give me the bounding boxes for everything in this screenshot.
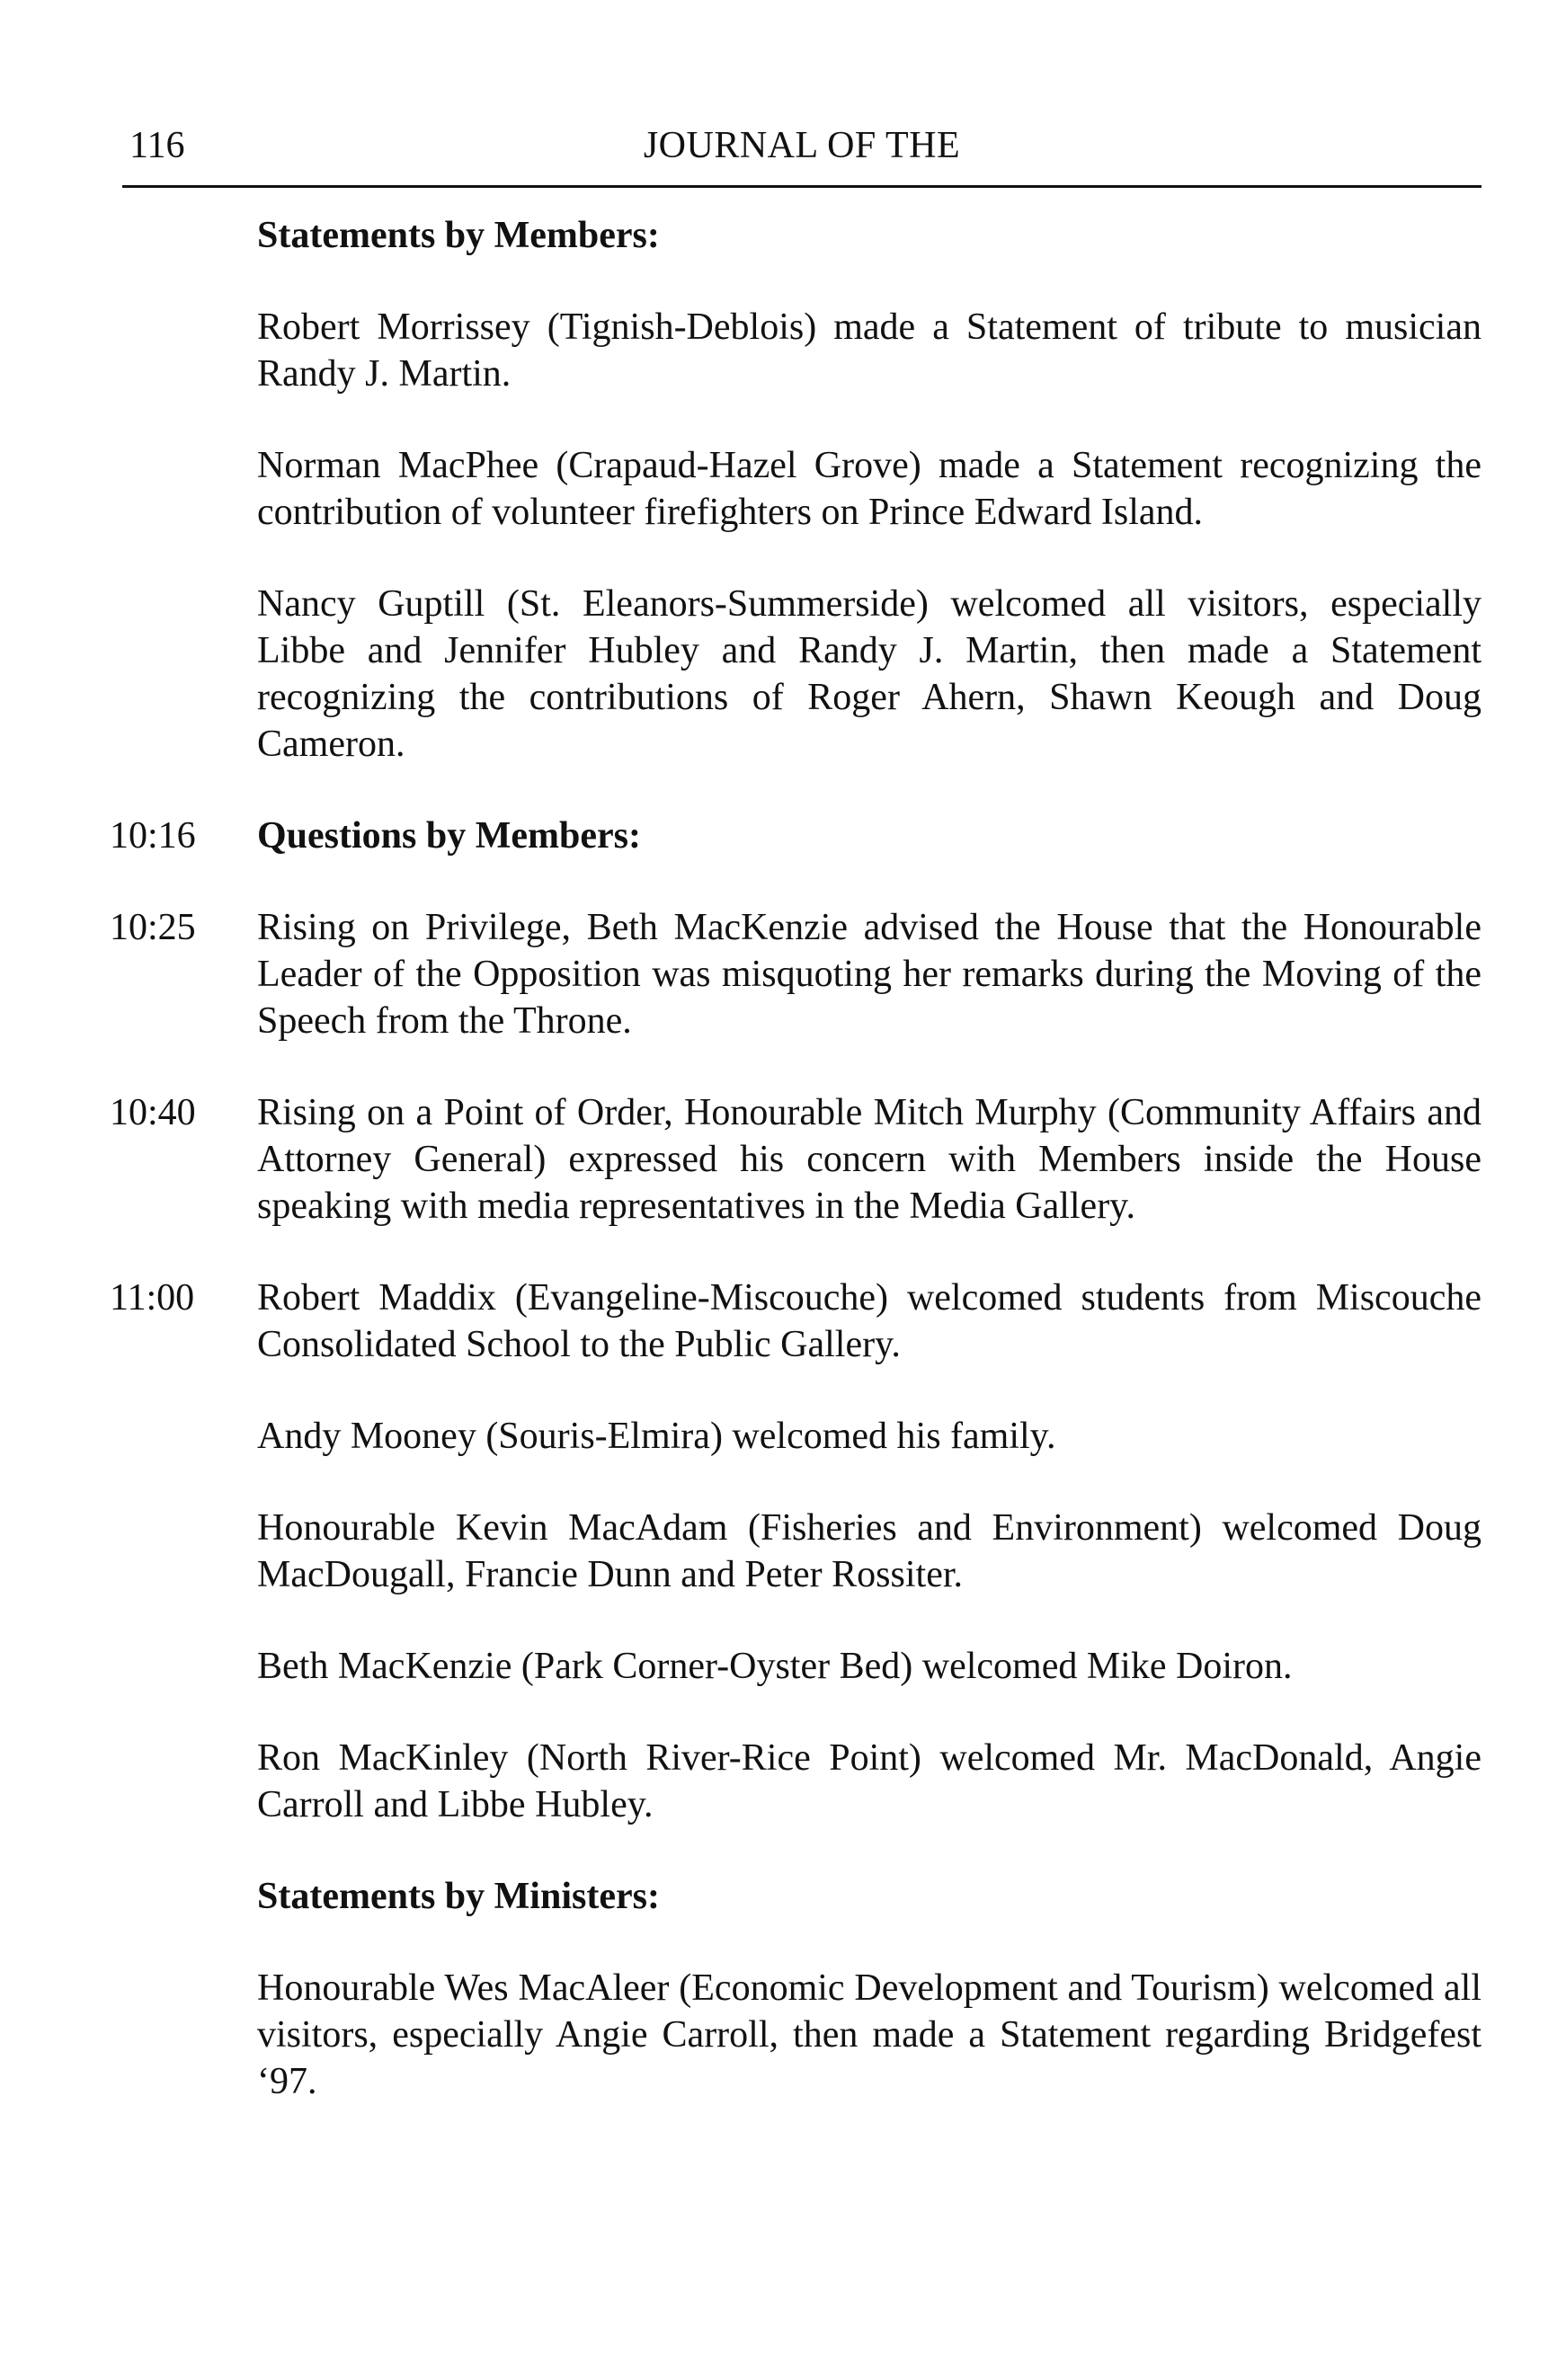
entry-paragraph	[0, 1274, 1557, 1368]
entry-time: 10:40	[110, 1092, 196, 1133]
entry-paragraph	[0, 1089, 1557, 1230]
entry-time: 10:16	[110, 815, 196, 857]
entry-text: Robert Morrissey (Tignish-Deblois) made a Statement of tribute to musician Randy J. Martin.	[257, 306, 1481, 395]
entry-text: Ron MacKinley (North River-Rice Point) welcomed Mr. MacDonald, Angie Carroll and Libbe Hubley.	[257, 1737, 1481, 1825]
journal-content	[0, 212, 1557, 2150]
entry-paragraph	[0, 1413, 1557, 1460]
entry-text: Beth MacKenzie (Park Corner-Oyster Bed) welcomed Mike Doiron.	[257, 1646, 1293, 1687]
entry-paragraph	[0, 1505, 1557, 1598]
section-heading: Statements by Ministers:	[257, 1876, 660, 1917]
entry-time: 10:25	[110, 907, 196, 948]
entry-text: Rising on Privilege, Beth MacKenzie advised the House that the Honourable Leader of the Opposition was misquoting her remarks during the Moving of the Speech from the Throne.	[257, 907, 1481, 1042]
entry-statements-by-members-heading	[0, 212, 1557, 259]
section-heading: Questions by Members:	[257, 815, 641, 857]
entry-text: Rising on a Point of Order, Honourable Mitch Murphy (Community Affairs and Attorney General) expressed his concern with Members inside the House speaking with media representatives in the Media Gallery.	[257, 1092, 1481, 1227]
section-heading: Statements by Members:	[257, 215, 660, 256]
entry-paragraph	[0, 304, 1557, 397]
entry-text: Robert Maddix (Evangeline-Miscouche) welcomed students from Miscouche Consolidated School to the Public Gallery.	[257, 1277, 1481, 1365]
running-title: JOURNAL OF THE	[643, 125, 961, 166]
entry-paragraph	[0, 442, 1557, 536]
entry-paragraph	[0, 904, 1557, 1044]
entry-questions-by-members-heading	[0, 813, 1557, 859]
entry-text: Andy Mooney (Souris-Elmira) welcomed his family.	[257, 1416, 1056, 1457]
entry-time: 11:00	[110, 1277, 195, 1319]
entry-text: Nancy Guptill (St. Eleanors-Summerside) welcomed all visitors, especially Libbe and Jennifer Hubley and Randy J. Martin, then made a Statement recognizing the contributions of Roger Ahern, Shawn Keough and Doug Cameron.	[257, 583, 1481, 765]
entry-text: Honourable Kevin MacAdam (Fisheries and Environment) welcomed Doug MacDougall, Francie Dunn and Peter Rossiter.	[257, 1507, 1481, 1595]
page-number: 116	[129, 125, 185, 166]
entry-paragraph	[0, 1965, 1557, 2105]
entry-paragraph	[0, 1735, 1557, 1828]
entry-statements-by-ministers-heading	[0, 1873, 1557, 1920]
entry-text: Honourable Wes MacAleer (Economic Development and Tourism) welcomed all visitors, especially Angie Carroll, then made a Statement regarding Bridgefest ‘97.	[257, 1967, 1481, 2102]
entry-paragraph	[0, 1643, 1557, 1690]
entry-text: Norman MacPhee (Crapaud-Hazel Grove) made a Statement recognizing the contribution of volunteer firefighters on Prince Edward Island.	[257, 445, 1481, 533]
page-header	[122, 117, 1481, 188]
entry-paragraph	[0, 581, 1557, 768]
